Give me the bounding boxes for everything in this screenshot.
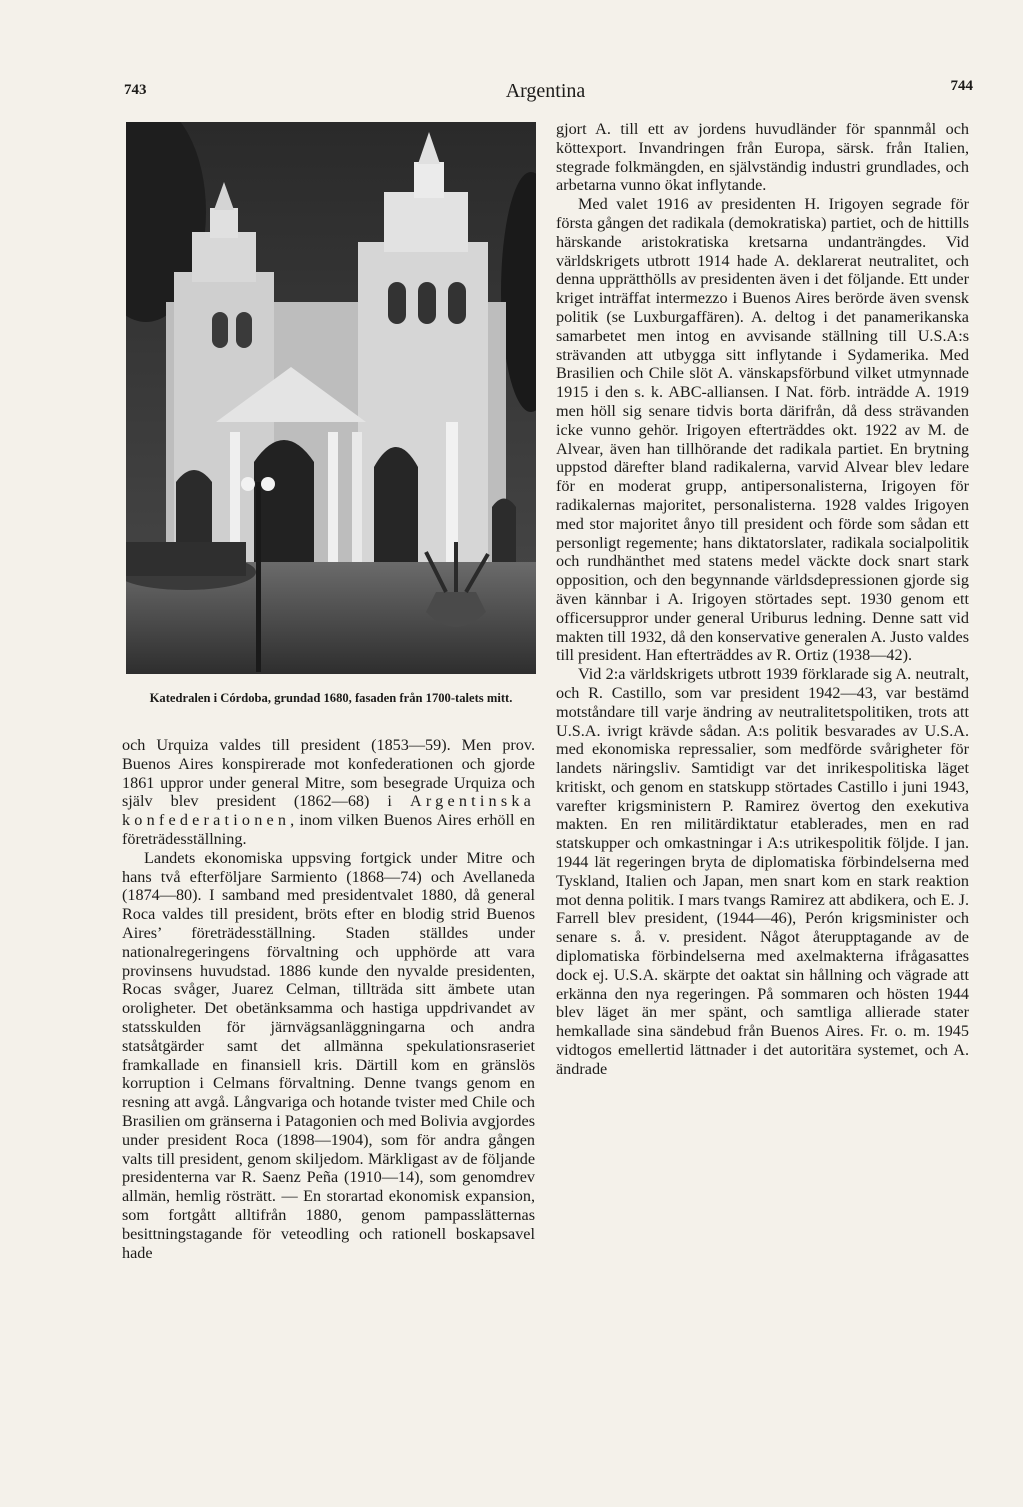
page-number-right: 744 [950, 78, 973, 94]
paragraph: gjort A. till ett av jordens huvudländer för spannmål och köttexport. Invandringen från Europa, särsk. från Italien, stegrade folkmängden, en självständig industri grundlades, och arbetarna vunno ökat inflytande. [556, 120, 969, 195]
paragraph: och Urquiza valdes till president (1853—59). Men prov. Buenos Aires konspirerade mot konfederationen och gjorde 1861 uppror under general Mitre, som besegrade Urquiza och själv blev president (1862—68) i Argentinska konfederationen, inom vilken Buenos Aires erhöll en företrädesställning. [122, 736, 535, 848]
paragraph: Med valet 1916 av presidenten H. Irigoyen segrade för första gången det radikala (demokratiska) partiet, och de hittills härskande aristokratiska kretsarna undanträngdes. Vid världskrigets utbrott 1914 hade A. deklarerat neutralitet, och denna upprätthölls av presidenten även i det följande. Ett under kriget inträffat intermezzo i Buenos Aires berörde även svensk politik (se Luxburgaffären). A. deltog i det panamerikanska samarbetet men intog en avvisande ställning till U.S.A:s strävanden att utbygga sitt inflytande i Sydamerika. Med Brasilien och Chile slöt A. vänskapsförbund vilket utmynnade 1915 i den s. k. ABC-alliansen. I Nat. förb. inträdde A. 1919 men höll sig senare tidvis borta därifrån, då dess strävanden icke vunno gehör. Irigoyen efterträddes okt. 1922 av M. de Alvear, även han tillhörande det radikala partiet. En brytning uppstod därefter bland radikalerna, varvid Alvear blev ledare för en moderat grupp, antipersonalisterna, Irigoyen för radikalernas majoritet, personalisterna. 1928 valdes Irigoyen med stor majoritet ånyo till president och förde som sådan ett personligt regemente; hans diktatorslater, radikala socialpolitik och rundhänthet med statens medel väckte dock snart stark opposition, och den begynnande världsdepressionen gjorde sig även kännbar i A. Irigoyen störtades sept. 1930 genom ett officersuppror under general Uriburus ledning. Denne satt vid makten till 1932, då den konservative generalen A. Justo valdes till president. Han efterträddes av R. Ortiz (1938—42). [556, 195, 969, 665]
cathedral-photo [126, 122, 536, 674]
page-number-left: 743 [124, 82, 147, 98]
running-title: Argentina [505, 80, 586, 102]
spaced-term: Argentinska konfederationen [122, 792, 535, 830]
photo-caption: Katedralen i Córdoba, grundad 1680, fasaden från 1700-talets mitt. [149, 691, 513, 705]
paragraph: Landets ekonomiska uppsving fortgick under Mitre och hans två efterföljare Sarmiento (1868—74) och Avellaneda (1874—80). I samband med presidentvalet 1880, då general Roca valdes till president, bröts efter en blodig strid Buenos Aires’ företrädesställning. Staden ställdes under nationalregeringens förvaltning och upphörde att vara provinsens huvudstad. 1886 kunde den nyvalde presidenten, Rocas svåger, Juarez Celman, tillträda sitt ämbete utan oroligheter. Det obetänksamma och hastiga uppdrivandet av statsskulden för järnvägsanläggningarna och andra statsåtgärder samt det allmänna spekulationsraseriet framkallade en finansiell kris. Därtill kom en gränslös korruption i Celmans förvaltning. Denne tvangs genom en resning att avgå. Långvariga och hotande tvister med Chile och Brasilien om gränserna i Patagonien och med Bolivia avgjordes under president Roca (1898—1904), som för andra gången valts till president, genom skiljedom. Märkligast av de följande presidenterna var R. Saenz Peña (1910—14), som genomdrev allmän, hemlig rösträtt. — En storartad ekonomisk expansion, som fortgått alltifrån 1880, genom pampasslätternas besittningstagande för veteodling och rationell boskapsavel hade [122, 848, 535, 1262]
left-column [122, 736, 535, 1262]
right-column [556, 120, 969, 1079]
paragraph: Vid 2:a världskrigets utbrott 1939 förklarade sig A. neutralt, och R. Castillo, som var president 1942—43, var bestämd motståndare till varje ändring av neutralitetspolitiken, trots att U.S.A. ivrigt krävde sådan. A:s politik besvarades av U.S.A. med ekonomiska repressalier, som medförde svårigheter för landets näringsliv. Samtidigt var det inrikespolitiska läget kritiskt, och genom en statskupp störtades Castillo i juni 1943, varefter krigsministern P. Ramirez övertog den exekutiva makten. En ren militärdiktatur etablerades, men en rad statskupper och omkastningar i A:s utrikespolitik följde. I jan. 1944 lät regeringen bryta de diplomatiska förbindelserna med Tyskland, Italien och Japan, men snart kom en stark reaktion mot denna politik. I mars tvangs Ramirez att abdikera, och E. J. Farrell blev president, (1944—46), Perón krigsminister och senare s. å. v. president. Något återupptagande av de diplomatiska förbindelserna med axelmakterna ifrågasattes dock ej. U.S.A. skärpte det oaktat sin hållning och vägrade att erkänna den nya regeringen. På sommaren och hösten 1944 blev läget än mer spänt, och samtliga allierade stater hemkallade sina sändebud från Buenos Aires. Fr. o. m. 1945 vidtogos emellertid lättnader i det autoritära systemet, och A. ändrade [556, 665, 969, 1078]
page-header [118, 78, 973, 108]
